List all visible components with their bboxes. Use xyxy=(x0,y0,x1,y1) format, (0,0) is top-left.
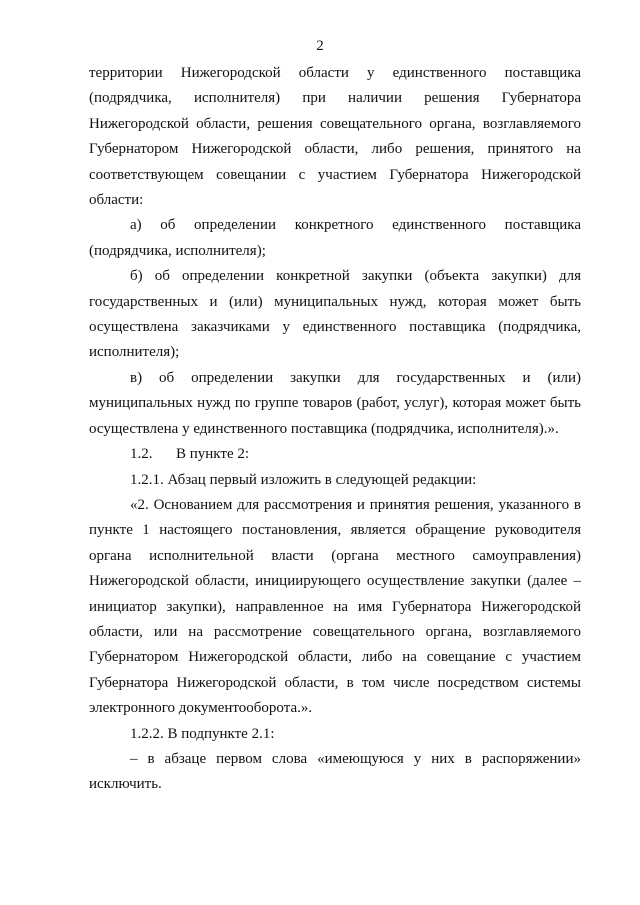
paragraph-1-2-2: 1.2.2. В подпункте 2.1: xyxy=(130,725,275,742)
paragraph-dash-item: – в абзаце первом слова «имеющуюся у них в распоряжении» исключить. xyxy=(89,750,581,793)
paragraph-item-b: б) об определении конкретной закупки (объекта закупки) для государственных и (или) муниципальных нужд, которая может быть осуществлена заказчиками у единственного поставщика (подрядчика, исполнителя); xyxy=(89,268,581,361)
section-number: 1.2. xyxy=(130,446,153,463)
section-heading: В пункте 2: xyxy=(176,446,250,463)
paragraph-1-2-1: 1.2.1. Абзац первый изложить в следующей редакции: xyxy=(130,471,477,488)
paragraph-new-edition: «2. Основанием для рассмотрения и принятия решения, указанного в пункте 1 настоящего постановления, является обращение руководителя органа исполнительной власти (органа местного самоуправления) Нижегородской области, инициирующего осуществление закупки (далее – инициатор закупки), направленное на имя Губернатора Нижегородской области, или на рассмотрение совещательного органа, возглавляемого Губернатором Нижегородской области, либо на совещание с участием Губернатора Нижегородской области, в том числе посредством системы электронного документооборота.». xyxy=(89,496,581,717)
paragraph-continuation: территории Нижегородской области у единственного поставщика (подрядчика, исполнителя) при наличии решения Губернатора Нижегородской области, решения совещательного органа, возглавляемого Губернатором Нижегородской области, либо решения, принятого на соответствующем совещании с участием Губернатора Нижегородской области: xyxy=(89,65,581,209)
paragraph-item-v: в) об определении закупки для государственных и (или) муниципальных нужд по группе товаров (работ, услуг), которая может быть осуществлена у единственного поставщика (подрядчика, исполнителя).». xyxy=(89,369,581,437)
document-body xyxy=(89,61,581,798)
paragraph-section-1-2 xyxy=(89,442,581,467)
paragraph-item-a: а) об определении конкретного единственного поставщика (подрядчика, исполнителя); xyxy=(89,217,581,259)
page-number: 2 xyxy=(316,38,324,54)
